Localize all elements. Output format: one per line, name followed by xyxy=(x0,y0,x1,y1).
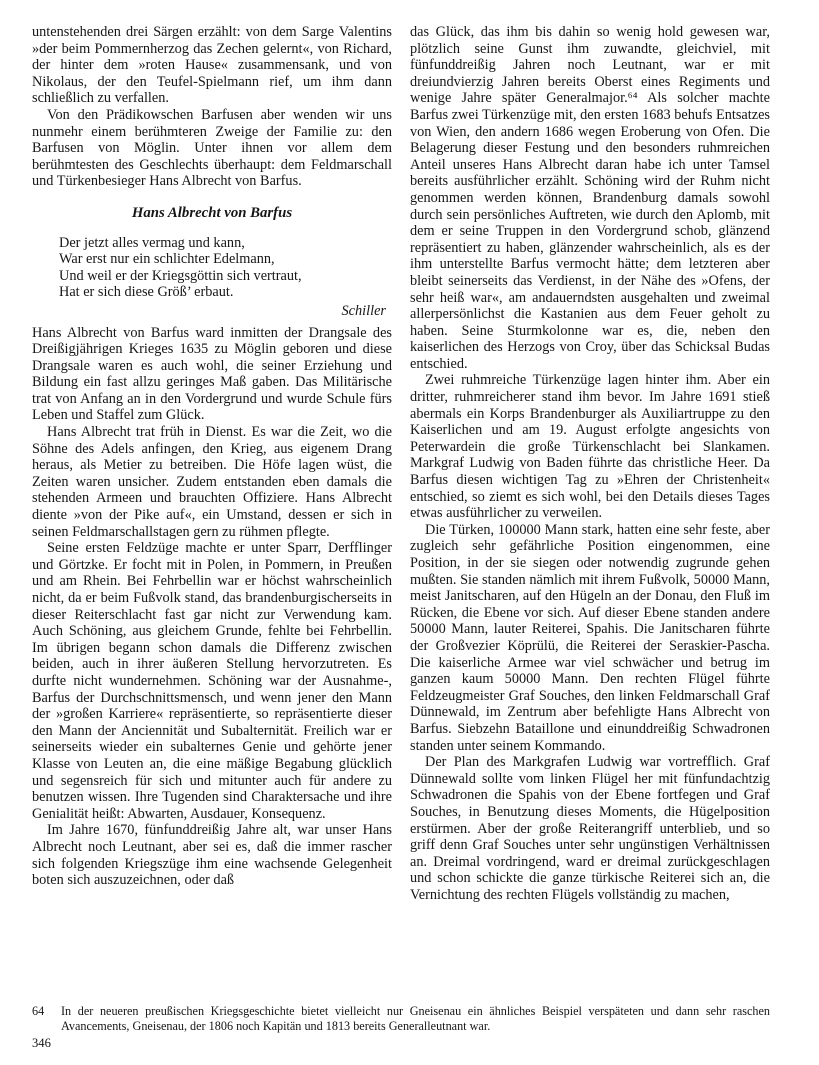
paragraph: Der Plan des Markgrafen Ludwig war vortrefflich. Graf Dünnewald sollte vom linken Flügel her mit fünfundachtzig Schwadronen die Spahis von der Ebene fortfegen und Graf Souches, in Benutzung dieses Moments, die Hügelposition erstürmen. Aber der große Reiterangriff unterblieb, und so griff denn Graf Souches unter sehr ungünstigen Verhältnissen an. Dreimal vordringend, ward er dreimal zurückgeschlagen und schon schickte die ganze türkische Reiterei sich an, die Vernichtung des rechten Flügels vollständig zu machen, xyxy=(410,754,770,903)
page-number: 346 xyxy=(32,1036,51,1050)
poem xyxy=(59,235,392,320)
paragraph: Hans Albrecht trat früh in Dienst. Es war die Zeit, wo die Söhne des Adels anfingen, den Krieg, aus eigenem Drang heraus, als Metier zu betreiben. Die Höfe lagen wüst, die Zeiten waren unsicher. Zudem entstanden eben damals die stehenden Armeen und brauchten Offiziere. Hans Albrecht diente »von der Pike auf«, ein Umstand, dessen er sich in seinen Feldmarschallstagen gern zu rühmen pflegte. xyxy=(32,424,392,540)
paragraph: Hans Albrecht von Barfus ward inmitten der Drangsale des Dreißigjährigen Krieges 1635 zu Möglin geboren und diese Drangsale waren es auch wohl, die seiner Erziehung und Bildung ein fast allzu geringes Maß gaben. Das Militärische trat von Anfang an in den Vordergrund und wurde Schule fürs Leben und Staffel zum Glück. xyxy=(32,324,392,424)
text-columns xyxy=(32,24,770,903)
paragraph: Die Türken, 100000 Mann stark, hatten eine sehr feste, aber zugleich sehr gefährliche Position eingenommen, eine Position, in der sie siegen oder notwendig zugrunde gehen mußten. Sie standen nämlich mit ihrem Fußvolk, 50000 Mann, meist Janitscharen, auf den Hügeln an der Donau, den Fluß im Rücken, die Ebene vor sich. Auf dieser Ebene standen andere 50000 Mann, lauter Reiterei, Spahis. Die Janitscharen führte der Großvezier Köprülü, die Reiterei der Seraskier-Pascha. Die kaiserliche Armee war viel schwächer und betrug im ganzen kaum 50000 Mann. Den rechten Flügel führte Feldzeugmeister Graf Souches, den linken Feldmarschall Graf Dünnewald, im Zentrum aber befehligte Hans Albrecht von Barfus. Siebzehn Bataillone und einunddreißig Schwadronen standen unter seinem Kommando. xyxy=(410,521,770,754)
footnote-marker: 64 xyxy=(32,1004,45,1018)
poem-line: Und weil er der Kriegsgöttin sich vertraut, xyxy=(59,267,302,284)
paragraph: das Glück, das ihm bis dahin so wenig hold gewesen war, plötzlich seine Gunst ihm zuwandte, gleichviel, mit fünfunddreißig Jahren noch Leutnant, war er mit dreiundvierzig Jahren bereits Oberst eines Regiments und wenige Jahre später Generalmajor.⁶⁴ Als solcher machte Barfus zwei Türkenzüge mit, den ersten 1683 behufs Entsatzes von Wien, den andern 1686 wegen Eroberung von Ofen. Die Belagerung dieser Festung und den besonders ruhmreichen Anteil unseres Hans Albrecht daran habe ich unter Tamsel bereits ausführlicher erzählt. Schöning wird der Ruhm nicht genommen werden können, Brandenburg damals sowohl durch sein persönliches Auftreten, wie durch den Aplomb, mit dem er seine Truppen in den Vordergrund schob, glänzend repräsentiert zu haben, glänzender wahrscheinlich, als es der ihm unterstellte Barfus vermocht hätte; dem letzteren aber bleibt seinerseits das Verdienst, in der Nähe des »Ofens, der sehr heiß war«, am andauerndsten ausgehalten und zweimal allerpersönlichst die Kastanien aus dem Feuer geholt zu haben. Seine Sturmkolonne war es, die, neben den kaiserlichen des Herzogs von Croy, über das Schicksal Budas entschied. xyxy=(410,24,770,372)
poem-line: Der jetzt alles vermag und kann, xyxy=(59,234,245,251)
paragraph: Im Jahre 1670, fünfunddreißig Jahre alt, war unser Hans Albrecht noch Leutnant, aber sei es, daß die immer rascher sich folgenden Kriegszüge ihm eine wachsende Gelegenheit boten sich auszuzeichnen, oder daß xyxy=(32,822,392,889)
paragraph: Seine ersten Feldzüge machte er unter Sparr, Derfflinger und Görtzke. Er focht mit in Polen, in Pommern, in Preußen und am Rhein. Bei Fehrbellin war er höchst wahrscheinlich nicht, da er beim Fußvolk stand, das brandenburgischerseits in dieser Reiterschlacht fast gar nicht zur Verwendung kam. Auch Schöning, aus gleichem Grunde, fehlte bei Fehrbellin. Im übrigen begann schon damals die Differenz zwischen beiden, auch in ihrer äußeren Stellung hervorzutreten. Es durfte nicht wundernehmen. Schöning war der Ausnahme-, Barfus der Durchschnittsmensch, und wenn jener den Mann der »großen Karriere« repräsentierte, so repräsentierte dieser den Mann der Anciennität und Subalternität. Freilich war er seinerseits wieder ein subalternes Genie und gehörte jener Klasse von Leuten an, die eine mäßige Begabung glücklich und segensreich für sich und mitunter auch für andere zu benutzen wissen. Ihre Tugenden sind Charaktersache und ihre Genialität heißt: Abwarten, Ausdauer, Konsequenz. xyxy=(32,540,392,822)
footnote xyxy=(32,1004,770,1034)
poem-line: War erst nur ein schlichter Edelmann, xyxy=(59,251,275,268)
poem-attribution: Schiller xyxy=(341,302,386,319)
right-column xyxy=(410,24,770,903)
paragraph: untenstehenden drei Särgen erzählt: von dem Sarge Valentins »der beim Pommernherzog das Zechen gelernt«, von Richard, der hinter dem »roten Hause« zusammensank, und von Nikolaus, der den Teufel-Spielmann rief, um ihm dann schließlich zu verfallen. xyxy=(32,24,392,107)
paragraph: Von den Prädikowschen Barfusen aber wenden wir uns nunmehr einem berühmteren Zweige der Familie zu: den Barfusen von Möglin. Unter ihnen vor allem dem berühmtesten des Geschlechts überhaupt: dem Feldmarschall und Türkenbesieger Hans Albrecht von Barfus. xyxy=(32,106,392,190)
chapter-heading: Hans Albrecht von Barfus xyxy=(131,204,293,221)
paragraph: Zwei ruhmreiche Türkenzüge lagen hinter ihm. Aber ein dritter, ruhmreicherer stand ihm bevor. Im Jahre 1691 stieß abermals ein Korps Brandenburger als Auxiliartruppe zu den Kaiserlichen und am 19. August erfolgte angesichts von Peterwardein die große Türkenschlacht bei Slankamen. Markgraf Ludwig von Baden führte das christliche Heer. Da Barfus diesen wichtigen Tag zu »Ehren der Christenheit« entschied, so ziemt es sich wohl, bei den Details dieses Tages etwas ausführlicher zu verweilen. xyxy=(410,372,770,522)
left-column xyxy=(32,24,392,903)
footnote-text: In der neueren preußischen Kriegsgeschichte bietet vielleicht nur Gneisenau ein ähnliches Beispiel verspäteten und dann sehr raschen Avancements, Gneisenau, der 1806 noch Kapitän und 1813 bereits Generalleutnant war. xyxy=(61,1004,770,1033)
poem-line: Hat er sich diese Größ’ erbaut. xyxy=(59,284,234,301)
